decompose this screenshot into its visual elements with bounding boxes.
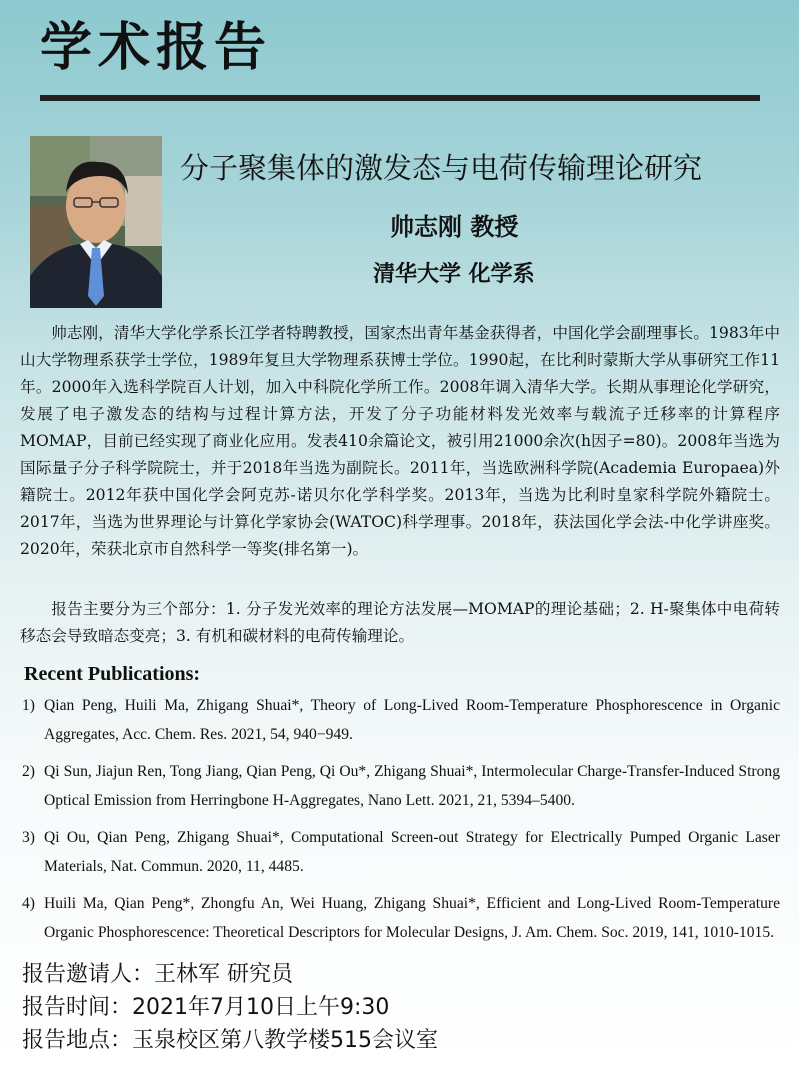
event-inviter: 报告邀请人：王林军 研究员	[22, 962, 293, 987]
event-location: 报告地点：玉泉校区第八教学楼515会议室	[22, 1028, 438, 1053]
poster-title: 学术报告	[40, 18, 273, 78]
talk-title: 分子聚集体的激发态与电荷传输理论研究	[180, 151, 703, 185]
publications-heading: Recent Publications:	[24, 663, 201, 685]
publication-number: 2)	[22, 763, 35, 780]
speaker-bio: 帅志刚，清华大学化学系长江学者特聘教授，国家杰出青年基金获得者，中国化学会副理事长。1983年中山大学物理系获学士学位，1989年复旦大学物理系获博士学位。1990起，在比利时蒙斯大学从事研究工作11年。2000年入选科学院百人计划，加入中科院化学所工作。2008年调入清华大学。长期从事理论化学研究，发展了电子激发态的结构与过程计算方法，开发了分子功能材料发光效率与载流子迁移率的计算程序MOMAP，目前已经实现了商业化应用。发表410余篇论文，被引用21000余次(h因子=80)。2008年当选为国际量子分子科学院院士，并于2018年当选为副院长。2011年，当选欧洲科学院(Academia Europaea)外籍院士。2012年获中国化学会阿克苏-诺贝尔化学科学奖。2013年，当选为比利时皇家科学院外籍院士。2017年，当选为世界理论与计算化学家协会(WATOC)科学理事。2018年，获法国化学会法-中化学讲座奖。2020年，荣获北京市自然科学一等奖(排名第一)。	[20, 324, 780, 558]
publication-item	[22, 823, 780, 881]
publication-number: 4)	[22, 895, 35, 912]
publication-number: 3)	[22, 829, 35, 846]
publication-text: Qi Sun, Jiajun Ren, Tong Jiang, Qian Peng, Qi Ou*, Zhigang Shuai*, Intermolecular Charge-Transfer-Induced Strong Optical Emission from Herringbone H-Aggregates, Nano Lett. 2021, 21, 5394–5400.	[44, 763, 780, 809]
event-details	[22, 958, 438, 1057]
publication-number: 1)	[22, 697, 35, 714]
publication-text: Huili Ma, Qian Peng*, Zhongfu An, Wei Huang, Zhigang Shuai*, Efficient and Long-Lived Room-Temperature Organic Phosphorescence: Theoretical Descriptors for Molecular Designs, J. Am. Chem. Soc. 2019, 141, 1010-1015.	[44, 895, 780, 941]
speaker-affiliation: 清华大学 化学系	[373, 262, 535, 287]
publication-list	[22, 691, 780, 955]
publication-item	[22, 691, 780, 749]
publication-text: Qi Ou, Qian Peng, Zhigang Shuai*, Computational Screen-out Strategy for Electrically Pumped Organic Laser Materials, Nat. Commun. 2020, 11, 4485.	[44, 829, 780, 875]
header-divider	[40, 95, 760, 101]
publication-item	[22, 889, 780, 947]
talk-outline: 报告主要分为三个部分：1. 分子发光效率的理论方法发展—MOMAP的理论基础；2. H-聚集体中电荷转移态会导致暗态变亮；3. 有机和碳材料的电荷传输理论。	[20, 600, 780, 645]
publication-text: Qian Peng, Huili Ma, Zhigang Shuai*, Theory of Long-Lived Room-Temperature Phosphorescence in Organic Aggregates, Acc. Chem. Res. 2021, 54, 940−949.	[44, 697, 780, 743]
event-time: 报告时间：2021年7月10日上午9:30	[22, 995, 390, 1020]
publication-item	[22, 757, 780, 815]
speaker-name: 帅志刚 教授	[390, 213, 519, 241]
speaker-photo	[30, 136, 162, 308]
